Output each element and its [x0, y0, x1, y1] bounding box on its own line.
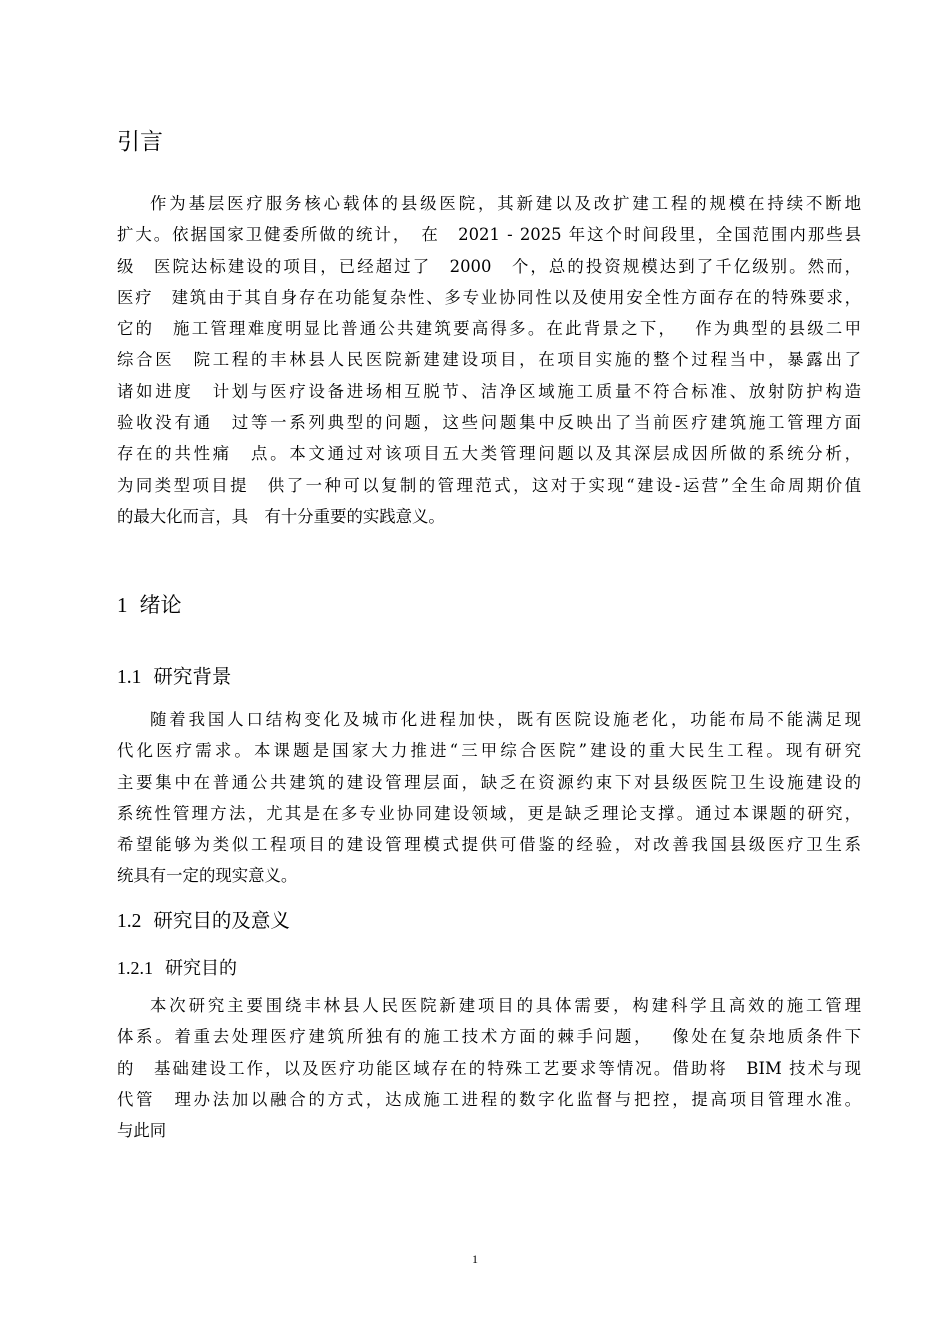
- subsection-title: 研究目的: [165, 958, 237, 979]
- page-number: 1: [472, 1252, 478, 1266]
- subsection-heading: [117, 954, 237, 980]
- paragraph-line: 本次研究主要围绕丰林县人民医院新建项目的具体需要，构建科学且高效的施工管理: [150, 996, 861, 1015]
- paragraph-line: 它的 施工管理难度明显比普通公共建筑要高得多。在此背景之下， 作为典型的县级二甲: [117, 319, 861, 339]
- section-heading: [117, 661, 231, 689]
- chapter-heading: [117, 589, 182, 619]
- paragraph-line: 存在的共性痛 点。本文通过对该项目五大类管理问题以及其深层成因所做的系统分析，: [117, 444, 861, 464]
- paragraph-line: 为同类型项目提 供了一种可以复制的管理范式，这对于实现“建设-运营”全生命周期价值: [117, 475, 861, 495]
- section-number: 1.1: [117, 667, 142, 688]
- paragraph-line: 主要集中在普通公共建筑的建设管理层面，缺乏在资源约束下对县级医院卫生设施建设的: [117, 772, 861, 792]
- paragraph-line: 系统性管理方法，尤其是在多专业协同建设领域，更是缺乏理论支撑。通过本课题的研究，: [117, 803, 861, 823]
- paragraph-line: 统具有一定的现实意义。: [117, 866, 298, 886]
- intro-heading-title: 引言: [117, 129, 163, 155]
- paragraph-line: 体系。着重去处理医疗建筑所独有的施工技术方面的棘手问题， 像处在复杂地质条件下: [117, 1027, 861, 1047]
- paragraph-line: 验收没有通 过等一系列典型的问题，这些问题集中反映出了当前医疗建筑施工管理方面: [117, 413, 861, 433]
- paragraph-line: 随着我国人口结构变化及城市化进程加快，既有医院设施老化，功能布局不能满足现: [150, 710, 861, 729]
- paragraph-line: 代管 理办法加以融合的方式，达成施工进程的数字化监督与把控，提高项目管理水准。: [117, 1089, 861, 1109]
- paragraph-line: 作为基层医疗服务核心载体的县级医院，其新建以及改扩建工程的规模在持续不断地: [150, 194, 861, 213]
- paragraph-line: 扩大。依据国家卫健委所做的统计， 在 2021 - 2025 年这个时间段里，全国范围内那些县: [117, 225, 861, 245]
- paragraph-line: 代化医疗需求。本课题是国家大力推进“三甲综合医院”建设的重大民生工程。现有研究: [117, 741, 861, 761]
- section-heading: [117, 905, 290, 933]
- section-number: 1.2: [117, 911, 142, 932]
- chapter-number: 1: [117, 593, 128, 617]
- chapter-title: 绪论: [139, 593, 182, 617]
- subsection-number: 1.2.1: [117, 958, 153, 978]
- paragraph-line: 诸如进度 计划与医疗设备进场相互脱节、洁净区域施工质量不符合标准、放射防护构造: [117, 381, 861, 401]
- paragraph-line: 的 基础建设工作，以及医疗功能区域存在的特殊工艺要求等情况。借助将 BIM 技术与现: [117, 1058, 861, 1078]
- intro-paragraph: [117, 188, 861, 532]
- paragraph-line: 希望能够为类似工程项目的建设管理模式提供可借鉴的经验，对改善我国县级医疗卫生系: [117, 835, 861, 855]
- paragraph-line: 的最大化而言，具 有十分重要的实践意义。: [117, 506, 445, 526]
- section-title: 研究目的及意义: [153, 909, 290, 932]
- objective-paragraph: [117, 990, 861, 1146]
- paragraph-line: 级 医院达标建设的项目，已经超过了 2000 个，总的投资规模达到了千亿级别。然而，: [117, 256, 861, 276]
- paragraph-line: 综合医 院工程的丰林县人民医院新建建设项目，在项目实施的整个过程当中，暴露出了: [117, 350, 861, 370]
- intro-heading: [117, 123, 163, 156]
- paragraph-line: 医疗 建筑由于其自身存在功能复杂性、多专业协同性以及使用安全性方面存在的特殊要求，: [117, 287, 861, 307]
- section-title: 研究背景: [153, 665, 232, 688]
- paragraph-line: 与此同: [117, 1121, 167, 1141]
- background-paragraph: [117, 704, 861, 892]
